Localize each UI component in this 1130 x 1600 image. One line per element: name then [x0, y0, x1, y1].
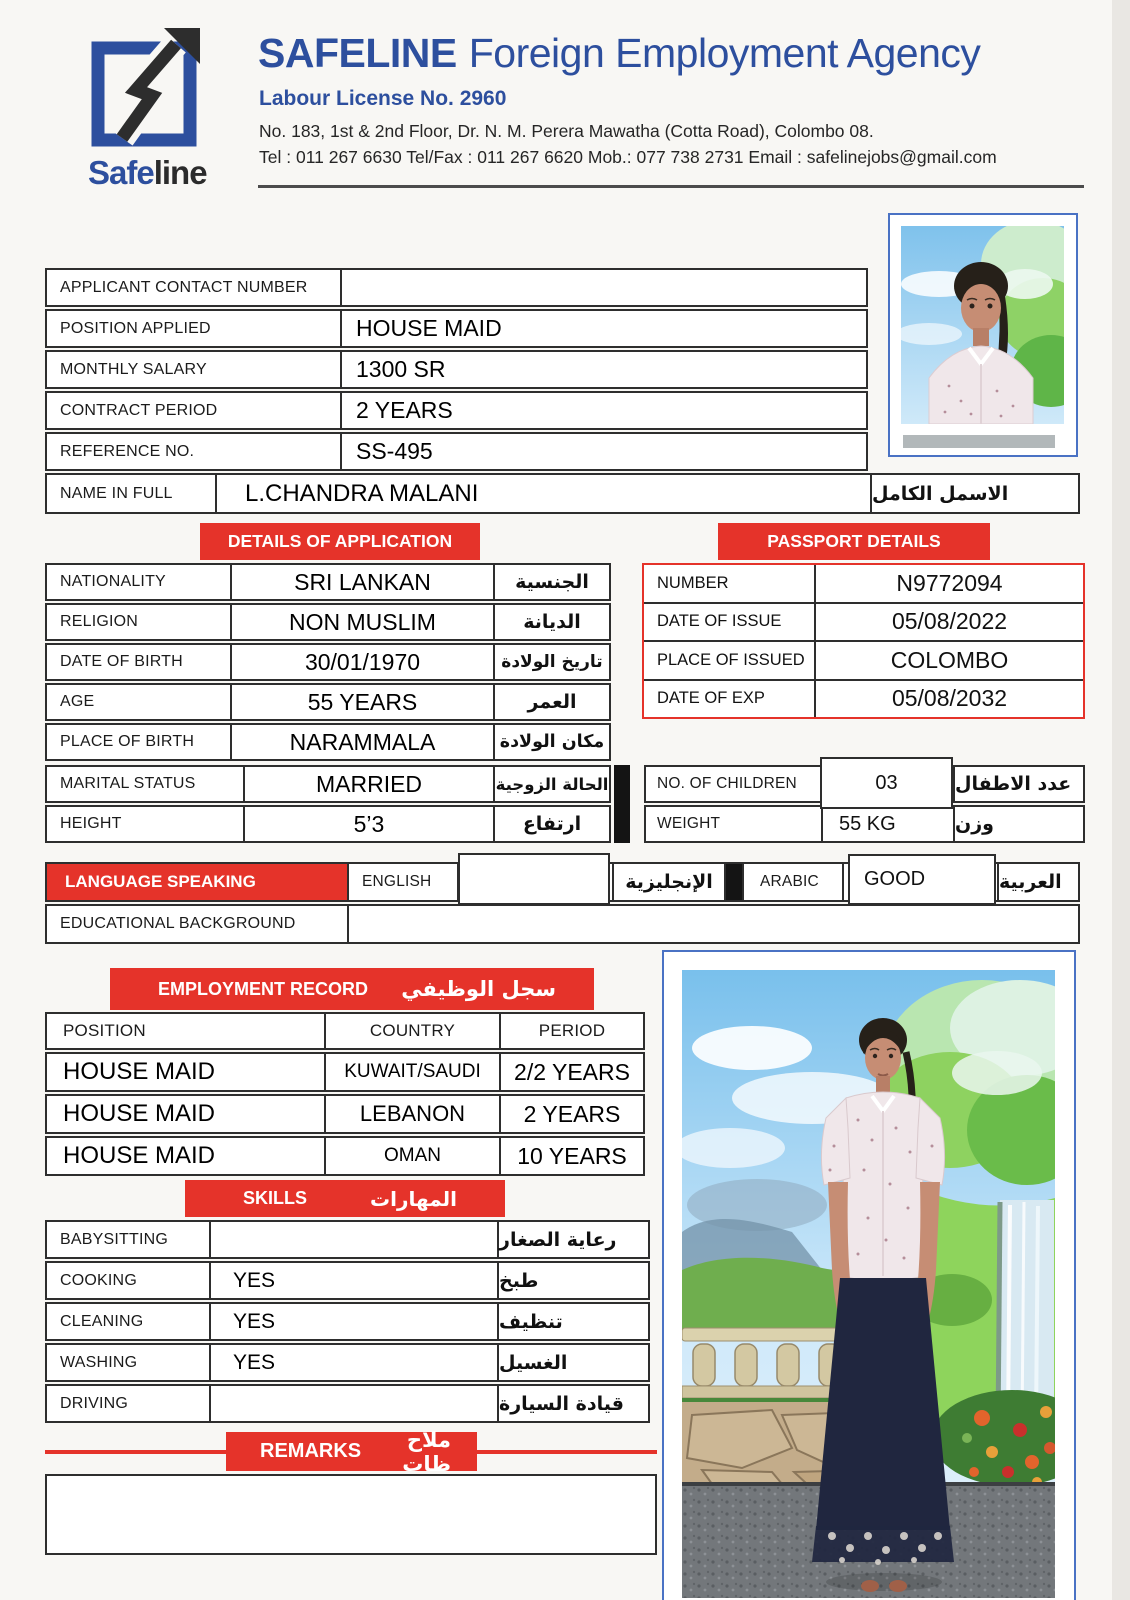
agency-title: [258, 30, 980, 77]
remarks-banner: [226, 1427, 477, 1476]
row-value: SRI LANKAN: [230, 565, 493, 599]
details-of-application-banner: DETAILS OF APPLICATION: [200, 523, 480, 560]
row-value: YES: [209, 1345, 497, 1380]
table-row: [45, 683, 611, 721]
row-value: SS-495: [340, 434, 866, 469]
row-label-arabic: العمر: [493, 685, 609, 719]
brand-part-2: line: [153, 154, 207, 191]
skills-banner-arabic: المهارات: [370, 1186, 457, 1211]
row-value: 55 YEARS: [230, 685, 493, 719]
agency-contact: Tel : 011 267 6630 Tel/Fax : 011 267 6620 Mob.: 077 738 2731 Email : safelinejobs@gmail.com: [259, 147, 997, 167]
applicant-full-body-photo: [682, 970, 1055, 1598]
row-value: N9772094: [896, 569, 1003, 596]
passport-details-banner: PASSPORT DETAILS: [718, 523, 990, 560]
row-label: MARITAL STATUS: [60, 775, 196, 792]
remarks-value: [47, 1476, 655, 1553]
row-value: NON MUSLIM: [230, 605, 493, 639]
table-row: [644, 640, 1083, 679]
safeline-logo-icon: [88, 26, 218, 152]
table-row: [644, 805, 1085, 843]
row-value: [340, 270, 866, 305]
row-value: 55 KG: [821, 807, 953, 841]
table-row: [45, 1220, 650, 1259]
employment-record-banner: [110, 968, 594, 1010]
table-row: [45, 1052, 645, 1092]
table-row: [45, 391, 868, 430]
table-row: [45, 1384, 650, 1423]
table-row: [45, 1094, 645, 1134]
name-row: [45, 473, 1080, 514]
row-label: PLACE OF ISSUED: [644, 642, 816, 679]
row-label-arabic: عدد الاطفال: [953, 767, 1083, 801]
row-value: 5’3: [243, 807, 493, 841]
row-value: YES: [209, 1263, 497, 1298]
brand-part-1: Safe: [88, 154, 154, 191]
table-row: [644, 565, 1083, 602]
employment-period: 10 YEARS: [499, 1138, 643, 1174]
brand-wordmark: [88, 154, 207, 192]
agency-address: No. 183, 1st & 2nd Floor, Dr. N. M. Perera Mawatha (Cotta Road), Colombo 08.: [259, 121, 874, 141]
table-row: [45, 1261, 650, 1300]
table-row: [45, 1302, 650, 1341]
row-label: NAME IN FULL: [60, 484, 173, 502]
row-value: [209, 1222, 497, 1257]
english-level-box: [458, 853, 610, 905]
employment-position: HOUSE MAID: [63, 1142, 216, 1169]
row-label: COOKING: [60, 1271, 137, 1289]
passport-details-table: [642, 563, 1085, 719]
employment-position: HOUSE MAID: [63, 1100, 216, 1127]
labour-license: Labour License No. 2960: [259, 87, 507, 110]
row-label: REFERENCE NO.: [60, 442, 195, 460]
table-row: [45, 765, 611, 803]
row-value: MARRIED: [243, 767, 493, 801]
row-label-arabic: تنظيف: [497, 1304, 648, 1339]
row-value: 30/01/1970: [230, 645, 493, 679]
row-label-arabic: طبخ: [497, 1263, 648, 1298]
row-label: EDUCATIONAL BACKGROUND: [60, 915, 296, 932]
arabic-label: ARABIC: [742, 864, 842, 900]
arabic-level-box: GOOD: [848, 854, 996, 905]
row-label: WEIGHT: [657, 815, 721, 832]
row-label: BABYSITTING: [60, 1230, 168, 1248]
row-label-arabic: وزن: [953, 807, 1083, 841]
employment-period: 2 YEARS: [499, 1096, 643, 1132]
table-row: [45, 350, 868, 389]
row-label: DATE OF BIRTH: [60, 653, 183, 670]
row-label: APPLICANT CONTACT NUMBER: [60, 278, 308, 296]
row-label: MONTHLY SALARY: [60, 360, 207, 378]
arabic-label-arabic: العربية: [997, 864, 1078, 900]
table-row: [45, 805, 611, 843]
table-row: [45, 563, 611, 601]
skills-banner-label: SKILLS: [243, 1188, 308, 1208]
column-header: COUNTRY: [324, 1014, 499, 1048]
remarks-box: [45, 1474, 657, 1555]
row-label-arabic: تاريخ الولادة: [493, 645, 609, 679]
row-value: L.CHANDRA MALANI: [215, 475, 870, 512]
row-label: NUMBER: [644, 565, 816, 602]
row-value: COLOMBO: [890, 646, 1009, 673]
row-label: CONTRACT PERIOD: [60, 401, 218, 419]
applicant-headshot-frame: [888, 213, 1078, 457]
table-row: [644, 679, 1083, 718]
employment-period: 2/2 YEARS: [499, 1054, 643, 1090]
row-value: [347, 906, 1078, 942]
employment-header-row: [45, 1012, 645, 1050]
table-row: [45, 1343, 650, 1382]
row-label: PLACE OF BIRTH: [60, 733, 195, 750]
english-label: ENGLISH: [347, 864, 457, 900]
row-label: WASHING: [60, 1353, 138, 1371]
row-value: 2 YEARS: [340, 393, 866, 428]
headshot-scan-bar: [903, 435, 1055, 448]
row-value: 05/08/2032: [891, 685, 1008, 712]
section-divider-bar: [724, 864, 742, 900]
row-label-arabic: الحالة الزوجية: [493, 767, 609, 801]
table-row: [45, 1136, 645, 1176]
row-label-arabic: ارتفاع: [493, 807, 609, 841]
employment-country: KUWAIT/SAUDI: [324, 1054, 499, 1090]
education-row: [45, 904, 1080, 944]
table-row: [644, 602, 1083, 641]
agency-title-rest: Foreign Employment Agency: [468, 30, 981, 76]
employment-banner-arabic: سجل الوظيفي: [401, 977, 556, 1001]
row-label: DATE OF ISSUE: [644, 604, 816, 641]
row-value: HOUSE MAID: [340, 311, 866, 346]
table-row: [45, 723, 611, 761]
remarks-banner-arabic: ملاح ظات: [402, 1427, 451, 1476]
row-label-arabic: الاسمل الكامل: [870, 475, 1078, 512]
column-header: POSITION: [63, 1021, 146, 1040]
row-label: NO. OF CHILDREN: [657, 775, 797, 792]
row-label-arabic: الجنسية: [493, 565, 609, 599]
table-row: [45, 643, 611, 681]
employment-country: OMAN: [324, 1138, 499, 1174]
row-value: [209, 1386, 497, 1421]
row-value: YES: [209, 1304, 497, 1339]
employment-position: HOUSE MAID: [63, 1058, 216, 1085]
row-label: AGE: [60, 693, 95, 710]
applicant-full-body-frame: [662, 950, 1076, 1600]
table-row: [45, 432, 868, 471]
row-label-arabic: الغسيل: [497, 1345, 648, 1380]
english-label-arabic: الإنجليزية: [612, 864, 724, 900]
column-header: PERIOD: [499, 1014, 643, 1048]
scan-edge-shade: [1112, 0, 1130, 1600]
table-row: [45, 268, 868, 307]
row-label-arabic: قيادة السيارة: [497, 1386, 648, 1421]
section-divider-bar: [614, 765, 630, 843]
employment-country: LEBANON: [324, 1096, 499, 1132]
row-label: DRIVING: [60, 1394, 129, 1412]
employment-banner-label: EMPLOYMENT RECORD: [158, 978, 369, 999]
row-value: 05/08/2022: [891, 608, 1008, 635]
remarks-banner-label: REMARKS: [260, 1440, 362, 1462]
row-value: 1300 SR: [340, 352, 866, 387]
row-label: RELIGION: [60, 613, 139, 630]
applicant-headshot-photo: [901, 226, 1064, 424]
row-label: CLEANING: [60, 1312, 144, 1330]
row-label: POSITION APPLIED: [60, 319, 211, 337]
agency-title-bold: SAFELINE: [258, 30, 457, 76]
header-divider: [258, 185, 1084, 188]
row-label-arabic: الديانة: [493, 605, 609, 639]
skills-banner: [185, 1180, 505, 1217]
row-value: NARAMMALA: [230, 725, 493, 759]
row-label: NATIONALITY: [60, 573, 166, 590]
row-label: HEIGHT: [60, 815, 122, 832]
table-row: [45, 603, 611, 641]
row-label: DATE OF EXP: [644, 681, 816, 718]
row-label-arabic: مكان الولادة: [493, 725, 609, 759]
language-speaking-banner: LANGUAGE SPEAKING: [47, 864, 347, 900]
row-label-arabic: رعاية الصغار: [497, 1222, 648, 1257]
table-row: [45, 309, 868, 348]
children-count-box: 03: [820, 757, 953, 809]
